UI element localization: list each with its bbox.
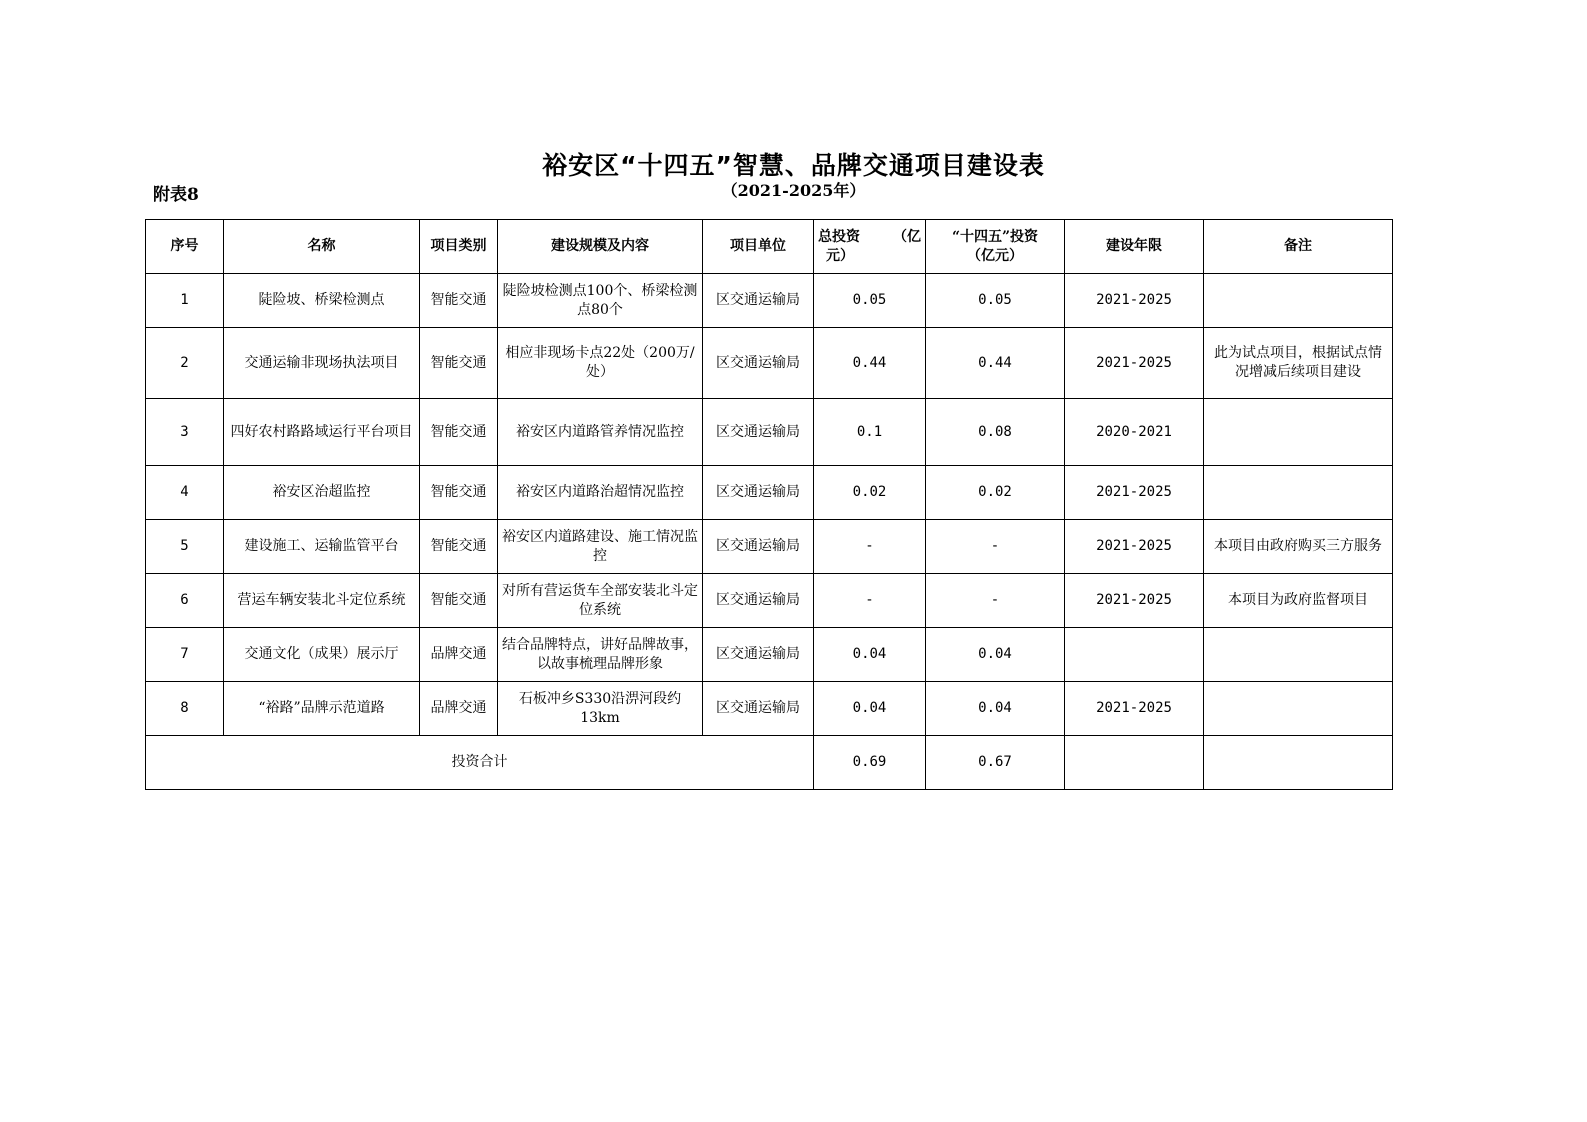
cell-name: 营运车辆安装北斗定位系统: [224, 574, 420, 628]
header-unit: 项目单位: [703, 220, 814, 274]
page-subtitle: （2021-2025年）: [721, 181, 866, 200]
table-row: [146, 399, 1393, 466]
cell-plan: -: [926, 520, 1065, 574]
cell-remark: [1204, 399, 1393, 466]
cell-remark: [1204, 466, 1393, 520]
annex-label: 附表8: [153, 185, 199, 205]
table-row: [146, 574, 1393, 628]
cell-category: 智能交通: [420, 520, 498, 574]
cell-category: 智能交通: [420, 574, 498, 628]
cell-name: 建设施工、运输监管平台: [224, 520, 420, 574]
cell-category: 智能交通: [420, 274, 498, 328]
summary-period: [1065, 736, 1204, 790]
cell-unit: 区交通运输局: [703, 520, 814, 574]
cell-name: 陡险坡、桥梁检测点: [224, 274, 420, 328]
cell-total: 0.04: [814, 682, 926, 736]
cell-period: 2020-2021: [1065, 399, 1204, 466]
cell-category: 品牌交通: [420, 682, 498, 736]
header-plan-investment: [926, 220, 1065, 274]
cell-period: 2021-2025: [1065, 274, 1204, 328]
cell-remark: [1204, 628, 1393, 682]
cell-remark: [1204, 682, 1393, 736]
cell-plan: 0.02: [926, 466, 1065, 520]
cell-seq: 1: [146, 274, 224, 328]
cell-content: 对所有营运货车全部安装北斗定位系统: [498, 574, 703, 628]
cell-unit: 区交通运输局: [703, 466, 814, 520]
table-row: [146, 466, 1393, 520]
cell-seq: 4: [146, 466, 224, 520]
cell-total: 0.44: [814, 328, 926, 399]
cell-period: 2021-2025: [1065, 328, 1204, 399]
cell-plan: 0.05: [926, 274, 1065, 328]
header-plan-line2: （亿元）: [967, 247, 1023, 264]
cell-name: 裕安区治超监控: [224, 466, 420, 520]
cell-category: 智能交通: [420, 399, 498, 466]
cell-category: 智能交通: [420, 466, 498, 520]
cell-content: 裕安区内道路管养情况监控: [498, 399, 703, 466]
cell-total: 0.02: [814, 466, 926, 520]
cell-content: 相应非现场卡点22处（200万/处）: [498, 328, 703, 399]
cell-seq: 7: [146, 628, 224, 682]
cell-seq: 5: [146, 520, 224, 574]
table-row: [146, 274, 1393, 328]
cell-unit: 区交通运输局: [703, 628, 814, 682]
cell-remark: 此为试点项目，根据试点情况增减后续项目建设: [1204, 328, 1393, 399]
cell-name: 交通运输非现场执法项目: [224, 328, 420, 399]
cell-content: 裕安区内道路建设、施工情况监控: [498, 520, 703, 574]
cell-plan: 0.08: [926, 399, 1065, 466]
table-row: [146, 520, 1393, 574]
cell-unit: 区交通运输局: [703, 682, 814, 736]
header-period: 建设年限: [1065, 220, 1204, 274]
cell-total: 0.1: [814, 399, 926, 466]
cell-period: 2021-2025: [1065, 520, 1204, 574]
table-row: [146, 682, 1393, 736]
cell-name: “裕路”品牌示范道路: [224, 682, 420, 736]
cell-total: -: [814, 520, 926, 574]
header-row: [146, 220, 1393, 274]
summary-remark: [1204, 736, 1393, 790]
table-row: [146, 328, 1393, 399]
summary-plan: 0.67: [926, 736, 1065, 790]
cell-unit: 区交通运输局: [703, 399, 814, 466]
cell-total: -: [814, 574, 926, 628]
summary-row: [146, 736, 1393, 790]
table-row: [146, 628, 1393, 682]
page-title: 裕安区“十四五”智慧、品牌交通项目建设表: [542, 151, 1045, 180]
cell-plan: -: [926, 574, 1065, 628]
cell-name: 四好农村路路域运行平台项目: [224, 399, 420, 466]
project-table: [145, 219, 1393, 790]
cell-category: 品牌交通: [420, 628, 498, 682]
cell-unit: 区交通运输局: [703, 274, 814, 328]
cell-seq: 6: [146, 574, 224, 628]
cell-remark: 本项目由政府购买三方服务: [1204, 520, 1393, 574]
header-content: 建设规模及内容: [498, 220, 703, 274]
header-total-unit-close: 元）: [826, 247, 854, 264]
summary-total: 0.69: [814, 736, 926, 790]
cell-period: 2021-2025: [1065, 682, 1204, 736]
cell-seq: 3: [146, 399, 224, 466]
cell-total: 0.04: [814, 628, 926, 682]
cell-remark: 本项目为政府监督项目: [1204, 574, 1393, 628]
header-name: 名称: [224, 220, 420, 274]
cell-total: 0.05: [814, 274, 926, 328]
cell-name: 交通文化（成果）展示厅: [224, 628, 420, 682]
cell-plan: 0.04: [926, 628, 1065, 682]
cell-remark: [1204, 274, 1393, 328]
header-total-investment: [814, 220, 926, 274]
cell-seq: 2: [146, 328, 224, 399]
cell-plan: 0.44: [926, 328, 1065, 399]
cell-content: 结合品牌特点，讲好品牌故事，以故事梳理品牌形象: [498, 628, 703, 682]
header-seq: 序号: [146, 220, 224, 274]
header-total-unit-open: （亿: [893, 228, 921, 245]
cell-period: 2021-2025: [1065, 574, 1204, 628]
cell-period: 2021-2025: [1065, 466, 1204, 520]
header-category: 项目类别: [420, 220, 498, 274]
summary-label: 投资合计: [146, 736, 814, 790]
cell-seq: 8: [146, 682, 224, 736]
cell-period: [1065, 628, 1204, 682]
cell-unit: 区交通运输局: [703, 328, 814, 399]
header-plan-line1: “十四五”投资: [951, 228, 1039, 245]
cell-content: 裕安区内道路治超情况监控: [498, 466, 703, 520]
cell-content: 陡险坡检测点100个、桥梁检测点80个: [498, 274, 703, 328]
cell-content: 石板冲乡S330沿淠河段约13km: [498, 682, 703, 736]
cell-category: 智能交通: [420, 328, 498, 399]
cell-plan: 0.04: [926, 682, 1065, 736]
header-remark: 备注: [1204, 220, 1393, 274]
cell-unit: 区交通运输局: [703, 574, 814, 628]
header-total-label: 总投资: [818, 228, 860, 245]
